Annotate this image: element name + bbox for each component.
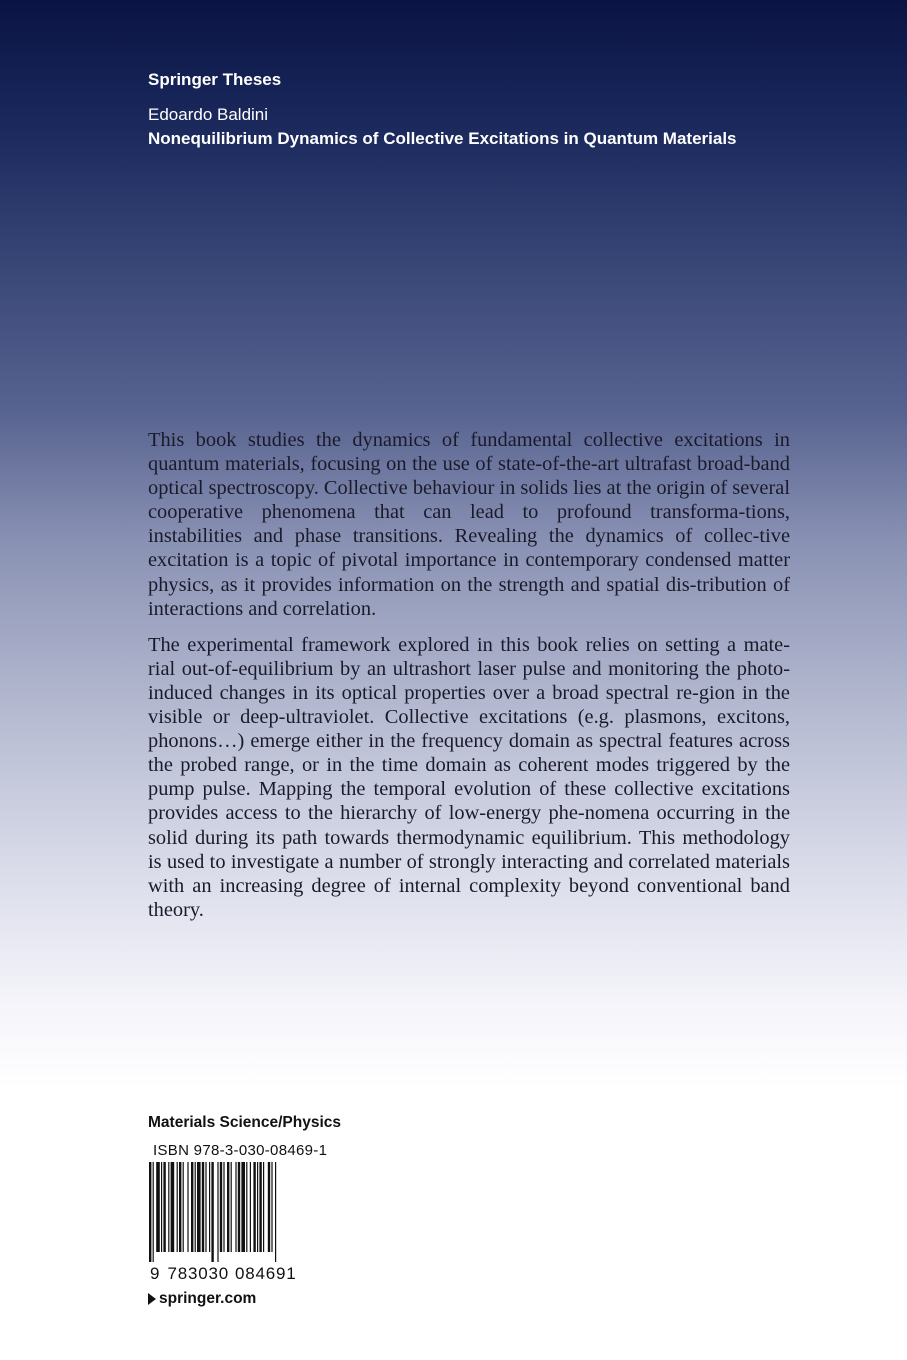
website-label: springer.com	[159, 1290, 257, 1307]
author-name: Edoardo Baldini	[148, 105, 269, 124]
barcode-bar	[195, 1162, 196, 1252]
barcode-group-right: 084691	[235, 1264, 297, 1283]
barcode-bar	[235, 1162, 236, 1252]
barcode-bar	[217, 1162, 218, 1262]
barcode-bar	[168, 1162, 169, 1252]
series-name: Springer Theses	[148, 70, 282, 89]
book-title: Nonequilibrium Dynamics of Collective Excitations in Quantum Materials	[148, 129, 737, 148]
cover-header	[148, 70, 788, 151]
barcode-bar	[241, 1162, 245, 1252]
barcode-bar	[156, 1162, 160, 1252]
barcode-bar	[171, 1162, 175, 1252]
book-blurb	[148, 428, 790, 934]
arrow-right-icon	[148, 1293, 156, 1305]
barcode	[147, 1162, 323, 1262]
barcode-bar	[238, 1162, 240, 1252]
barcode-bar	[179, 1162, 181, 1252]
barcode-bar	[161, 1162, 162, 1252]
barcode-bar	[227, 1162, 229, 1252]
barcode-group-left: 783030	[167, 1264, 229, 1283]
barcode-bar	[275, 1162, 276, 1262]
barcode-bar	[220, 1162, 222, 1252]
barcode-bar	[191, 1162, 193, 1252]
barcode-bar	[253, 1162, 255, 1252]
barcode-bar	[246, 1162, 247, 1252]
barcode-bar	[211, 1162, 213, 1262]
barcode-bar	[205, 1162, 206, 1252]
barcode-bar	[197, 1162, 201, 1252]
barcode-bar	[149, 1162, 151, 1262]
publisher-website[interactable]	[148, 1290, 256, 1308]
barcode-bar	[183, 1162, 184, 1252]
barcode-bar	[250, 1162, 251, 1252]
barcode-digits	[150, 1264, 297, 1284]
barcode-bar	[257, 1162, 258, 1252]
barcode-bar	[153, 1162, 154, 1262]
blurb-paragraph: This book studies the dynamics of fundamental collective excitations in quantum materials, focusing on the use of state-of-the-art ultrafast broad-band optical spectroscopy. Collective behaviour in solids lies at the origin of several cooperative phenomena that can lead to profound transforma-tions, instabilities and phase transitions. Revealing the dynamics of collec-tive excitation is a topic of pivotal importance in contemporary condensed matter physics, as it provides information on the strength and spatial dis-tribution of interactions and correlation.	[148, 429, 790, 620]
barcode-bar	[202, 1162, 204, 1252]
barcode-bar	[223, 1162, 224, 1252]
isbn-label: ISBN 978-3-030-08469-1	[153, 1142, 328, 1159]
barcode-bar	[231, 1162, 232, 1252]
barcode-bar	[259, 1162, 261, 1252]
blurb-paragraph: The experimental framework explored in this book relies on setting a mate-rial out-of-equilibrium by an ultrashort laser pulse and monitoring the photo-induced changes in its optical properties over a broad spectral re-gion in the visible or deep-ultraviolet. Collective excitations (e.g. plasmons, excitons, phonons…) emerge either in the frequency domain as spectral features across the probed range, or in the time domain as coherent modes triggered by the pump pulse. Mapping the temporal evolution of these collective excitations provides access to the hierarchy of low-energy phe-nomena occurring in the solid during its path towards thermodynamic equilibrium. This methodology is used to investigate a number of strongly interacting and correlated materials with an increasing degree of internal complexity beyond conventional band theory.	[148, 633, 790, 921]
barcode-bar	[163, 1162, 165, 1252]
barcode-bar	[187, 1162, 188, 1252]
barcode-bar	[271, 1162, 272, 1252]
barcode-bar	[263, 1162, 264, 1252]
barcode-bar	[209, 1162, 210, 1252]
barcode-first-digit: 9	[150, 1264, 160, 1283]
barcode-bar	[268, 1162, 270, 1252]
subject-category: Materials Science/Physics	[148, 1114, 342, 1131]
barcode-bar	[177, 1162, 178, 1252]
